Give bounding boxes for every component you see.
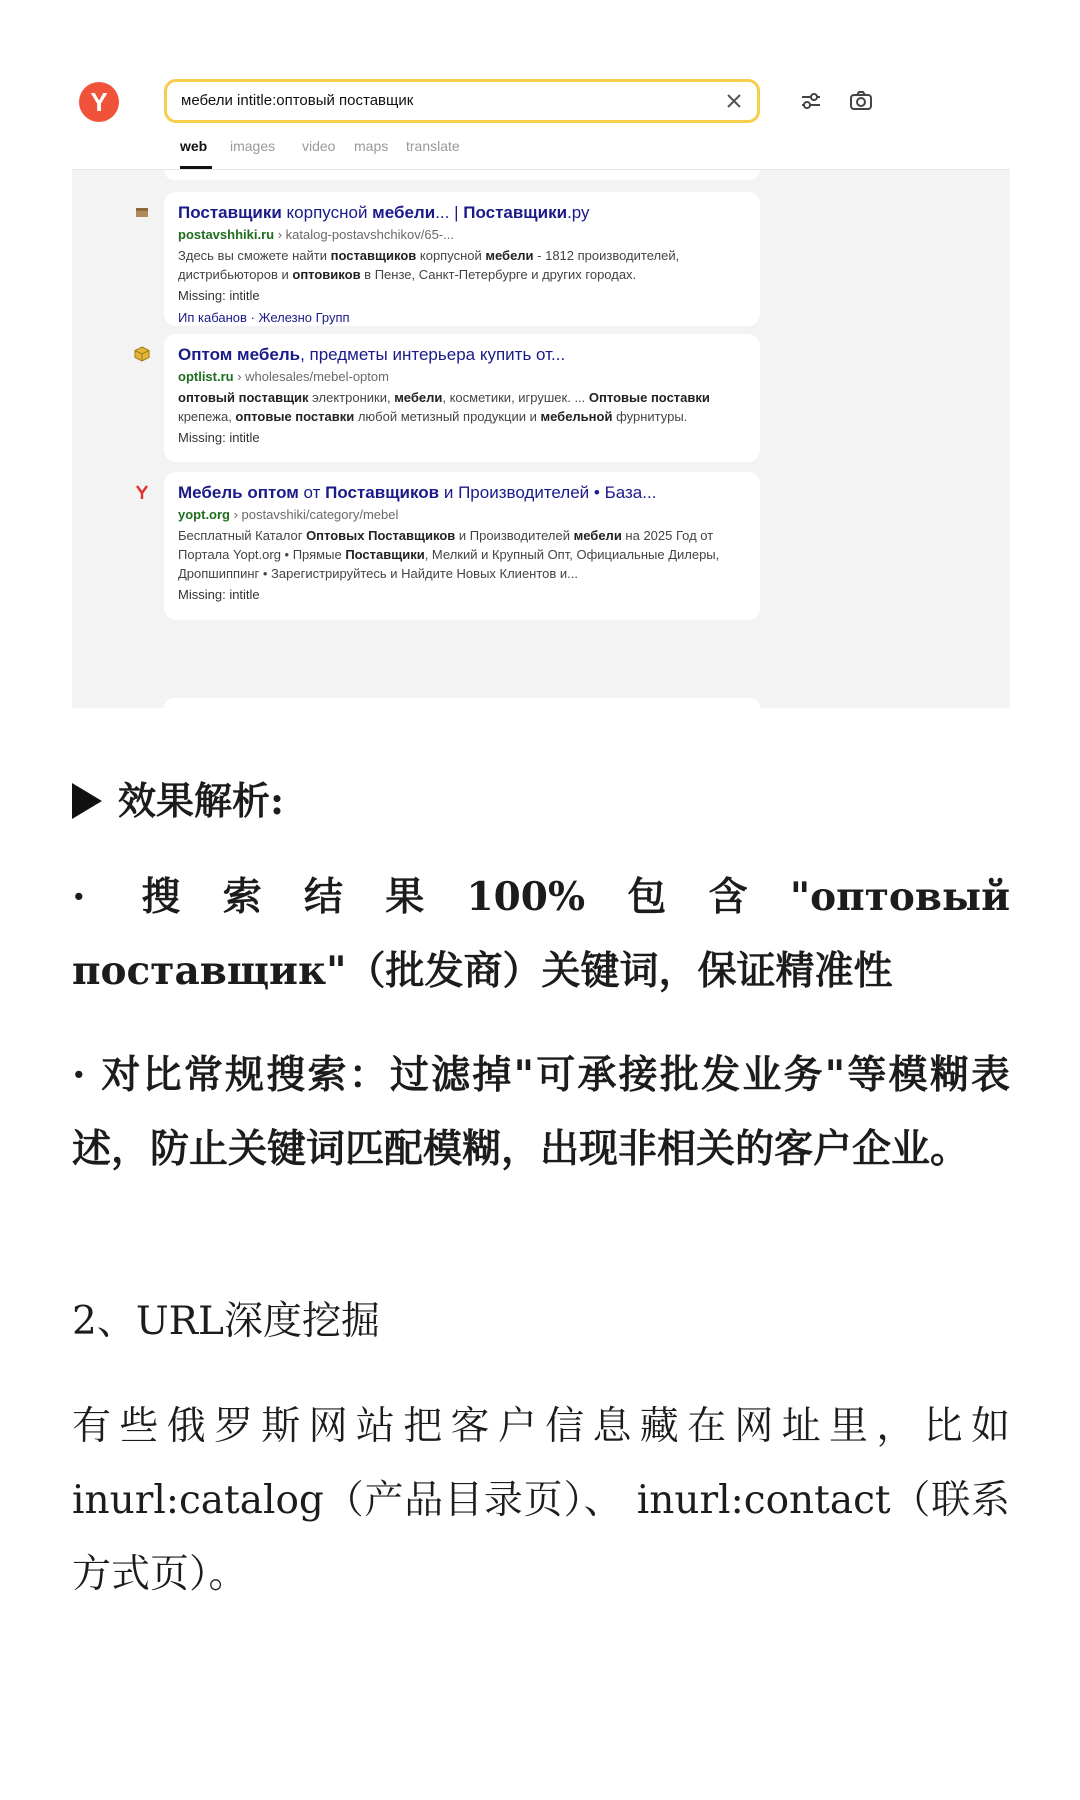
highlighted-term: Мебель оптом (178, 483, 299, 502)
text-fragment: крепежа, (178, 409, 236, 424)
search-input[interactable] (164, 79, 760, 123)
results-list (72, 170, 1010, 708)
result-missing (178, 286, 746, 306)
result-sitelinks: Ип кабанов · Железно Групп (178, 310, 350, 325)
text-fragment: , Мелкий и Крупный Опт, Официальные Дилеры, Дропшиппинг • Зарегистрируйтесь и Найдите Новых Клиентов и... (178, 547, 720, 581)
text-fragment: электроники, (308, 390, 395, 405)
missing-value[interactable]: intitle (229, 288, 260, 303)
url-mining-paragraph: 有些俄罗斯网站把客户信息藏在网址里，比如 inurl:catalog（产品目录页）、 inurl:contact（联系方式页）。 (72, 1404, 1010, 1597)
text-fragment: фурнитуры. (612, 409, 688, 424)
bullet-precision: · 搜索结果100%包含"оптовый поставщик"（批发商）关键词，保证精准性 (72, 874, 1010, 994)
search-header (72, 72, 1010, 170)
box-icon (134, 204, 150, 220)
result-domain[interactable]: postavshhiki.ru (178, 227, 275, 242)
result-card[interactable] (164, 334, 760, 462)
text-fragment: , предметы интерьера купить от... (300, 345, 566, 364)
result-title[interactable] (178, 482, 746, 504)
tab-video[interactable]: video (302, 138, 336, 154)
text-fragment: на 2025 Год от Портала Yopt.org • Прямые (178, 528, 714, 562)
result-missing (178, 585, 746, 605)
text-fragment: от (298, 483, 326, 502)
search-screenshot (72, 72, 1010, 708)
result-title[interactable] (178, 344, 746, 366)
y-icon (134, 484, 150, 500)
tab-images[interactable]: images (230, 138, 276, 154)
text-fragment: и Производителей • База... (439, 483, 657, 502)
missing-label: Missing: (178, 430, 226, 445)
highlighted-term: Поставщики (345, 547, 425, 562)
text-fragment: в Пензе, Санкт-Петербурге и других городах. (360, 267, 637, 282)
missing-value[interactable]: intitle (229, 430, 260, 445)
highlighted-term: оптовиков (292, 267, 361, 282)
text-fragment: любой метизный продукции и (354, 409, 541, 424)
result-snippet (178, 246, 746, 284)
highlighted-term: оптовый поставщик (178, 390, 309, 405)
analysis-heading (72, 770, 1010, 825)
result-url[interactable] (178, 506, 746, 524)
result-card[interactable] (164, 472, 760, 620)
result-url[interactable] (178, 368, 746, 386)
highlighted-term: Оптовые поставки (588, 390, 710, 405)
result-title[interactable] (178, 202, 746, 224)
filter-sliders-icon[interactable] (798, 88, 824, 114)
text-fragment: ... | (435, 203, 464, 222)
analysis-heading-text: 效果解析: (118, 778, 285, 823)
missing-label: Missing: (178, 288, 226, 303)
result-url[interactable] (178, 226, 746, 244)
highlighted-term: мебели (485, 248, 534, 263)
highlighted-term: Поставщики (463, 203, 568, 222)
highlighted-term: мебельной (540, 409, 613, 424)
result-card[interactable] (164, 192, 760, 326)
bullet-comparison: · 对比常规搜索：过滤掉"可承接批发业务"等模糊表述，防止关键词匹配模糊，出现非相关的客户企业。 (72, 1052, 1010, 1172)
result-path[interactable]: › wholesales/mebel-optom (233, 369, 389, 384)
highlighted-term: мебели (394, 390, 443, 405)
text-fragment: корпусной (416, 248, 486, 263)
sitelink[interactable]: Ип кабанов (178, 310, 247, 325)
close-icon[interactable] (723, 90, 745, 112)
result-missing (178, 428, 746, 448)
text-fragment: Здесь вы сможете найти (178, 248, 331, 263)
highlighted-term: оптовые поставки (235, 409, 355, 424)
text-fragment: - 1812 производителей, дистрибьюторов и (178, 248, 680, 282)
text-fragment: Бесплатный Каталог (178, 528, 307, 543)
text-fragment: .ру (567, 203, 590, 222)
next-result-card-edge (164, 698, 760, 708)
yandex-logo-icon[interactable]: Y (79, 82, 119, 122)
text-fragment: и Производителей (455, 528, 574, 543)
highlighted-term: мебели (573, 528, 622, 543)
missing-value[interactable]: intitle (229, 587, 260, 602)
highlighted-term: Поставщиков (325, 483, 440, 502)
tab-maps[interactable]: maps (354, 138, 389, 154)
text-fragment: , косметики, игрушек. ... (442, 390, 589, 405)
highlighted-term: поставщиков (330, 248, 417, 263)
search-query[interactable]: мебели intitle:оптовый поставщик (181, 92, 414, 109)
tab-translate[interactable]: translate (406, 138, 460, 154)
highlighted-term: Поставщики (178, 203, 282, 222)
active-tab-indicator (180, 166, 212, 169)
tab-web[interactable]: web (180, 138, 208, 154)
result-path[interactable]: › postavshiki/category/mebel (230, 507, 399, 522)
triangle-bullet-icon (72, 783, 102, 819)
result-domain[interactable]: optlist.ru (178, 369, 234, 384)
cube-icon (134, 346, 150, 362)
result-snippet (178, 388, 746, 426)
missing-label: Missing: (178, 587, 226, 602)
text-fragment: корпусной (281, 203, 373, 222)
result-path[interactable]: › katalog-postavshchikov/65-... (274, 227, 454, 242)
camera-search-icon[interactable] (848, 88, 874, 114)
highlighted-term: Оптовых Поставщиков (306, 528, 456, 543)
highlighted-term: Оптом мебель (178, 345, 301, 364)
result-snippet (178, 526, 746, 583)
section-heading: 2、URL深度挖掘 (72, 1299, 380, 1344)
sitelink[interactable]: Железно Групп (258, 310, 350, 325)
previous-result-card-edge (164, 170, 760, 180)
result-domain[interactable]: yopt.org (178, 507, 230, 522)
highlighted-term: мебели (372, 203, 436, 222)
